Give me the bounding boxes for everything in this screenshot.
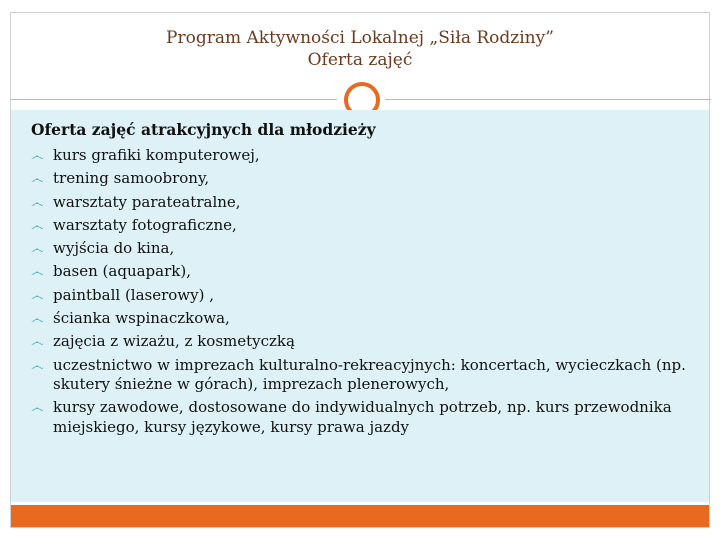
title-line-1: Program Aktywności Lokalnej „Siła Rodziny” [166, 28, 554, 48]
divider-left [11, 99, 337, 100]
swirl-bullet-icon: ෴ [31, 218, 44, 234]
list-item-text: uczestnictwo w imprezach kulturalno-rekreacyjnych: koncertach, wycieczkach (np. skutery śnieżne w górach), imprezach plenerowych, [53, 355, 686, 394]
list-item-text: warsztaty parateatralne, [53, 192, 241, 211]
content-heading: Oferta zajęć atrakcyjnych dla młodzieży [31, 120, 376, 139]
list-item-text: ścianka wspinaczkowa, [53, 309, 230, 328]
list-item [31, 356, 696, 395]
list-item [31, 193, 696, 213]
swirl-bullet-icon: ෴ [31, 149, 44, 164]
list-item [31, 332, 696, 352]
swirl-bullet-icon: ෴ [31, 312, 44, 328]
list-item [31, 262, 696, 282]
list-item-text: wyjścia do kina, [53, 239, 175, 258]
swirl-bullet-icon: ෴ [31, 265, 44, 281]
bottom-accent-bar [11, 505, 709, 527]
list-item-text: trening samoobrony, [53, 169, 210, 188]
list-item-text: kurs grafiki komputerowej, [53, 146, 260, 164]
list-item [31, 146, 696, 166]
swirl-bullet-icon: ෴ [31, 335, 44, 351]
divider-right [385, 99, 711, 100]
list-item [31, 216, 696, 236]
list-item-text: warsztaty fotograficzne, [53, 215, 237, 234]
swirl-bullet-icon: ෴ [31, 195, 44, 211]
list-item-text: kursy zawodowe, dostosowane do indywidualnych potrzeb, np. kurs przewodnika miejskiego, kursy językowe, kursy prawa jazdy [53, 398, 672, 436]
swirl-bullet-icon: ෴ [31, 401, 44, 417]
swirl-bullet-icon: ෴ [31, 358, 44, 374]
list-item-text: zajęcia z wizażu, z kosmetyczką [53, 332, 295, 351]
slide-frame [10, 12, 710, 528]
list-item [31, 309, 696, 329]
content-panel [11, 110, 709, 502]
list-item-text: paintball (laserowy) , [53, 285, 215, 304]
list-item [31, 239, 696, 259]
swirl-bullet-icon: ෴ [31, 172, 44, 188]
swirl-bullet-icon: ෴ [31, 242, 44, 258]
swirl-bullet-icon: ෴ [31, 288, 44, 304]
slide-title [11, 27, 709, 71]
title-line-2: Oferta zajęć [307, 50, 413, 70]
offer-list [31, 146, 696, 441]
list-item [31, 286, 696, 306]
list-item [31, 398, 696, 437]
list-item [31, 169, 696, 189]
list-item-text: basen (aquapark), [53, 262, 191, 281]
